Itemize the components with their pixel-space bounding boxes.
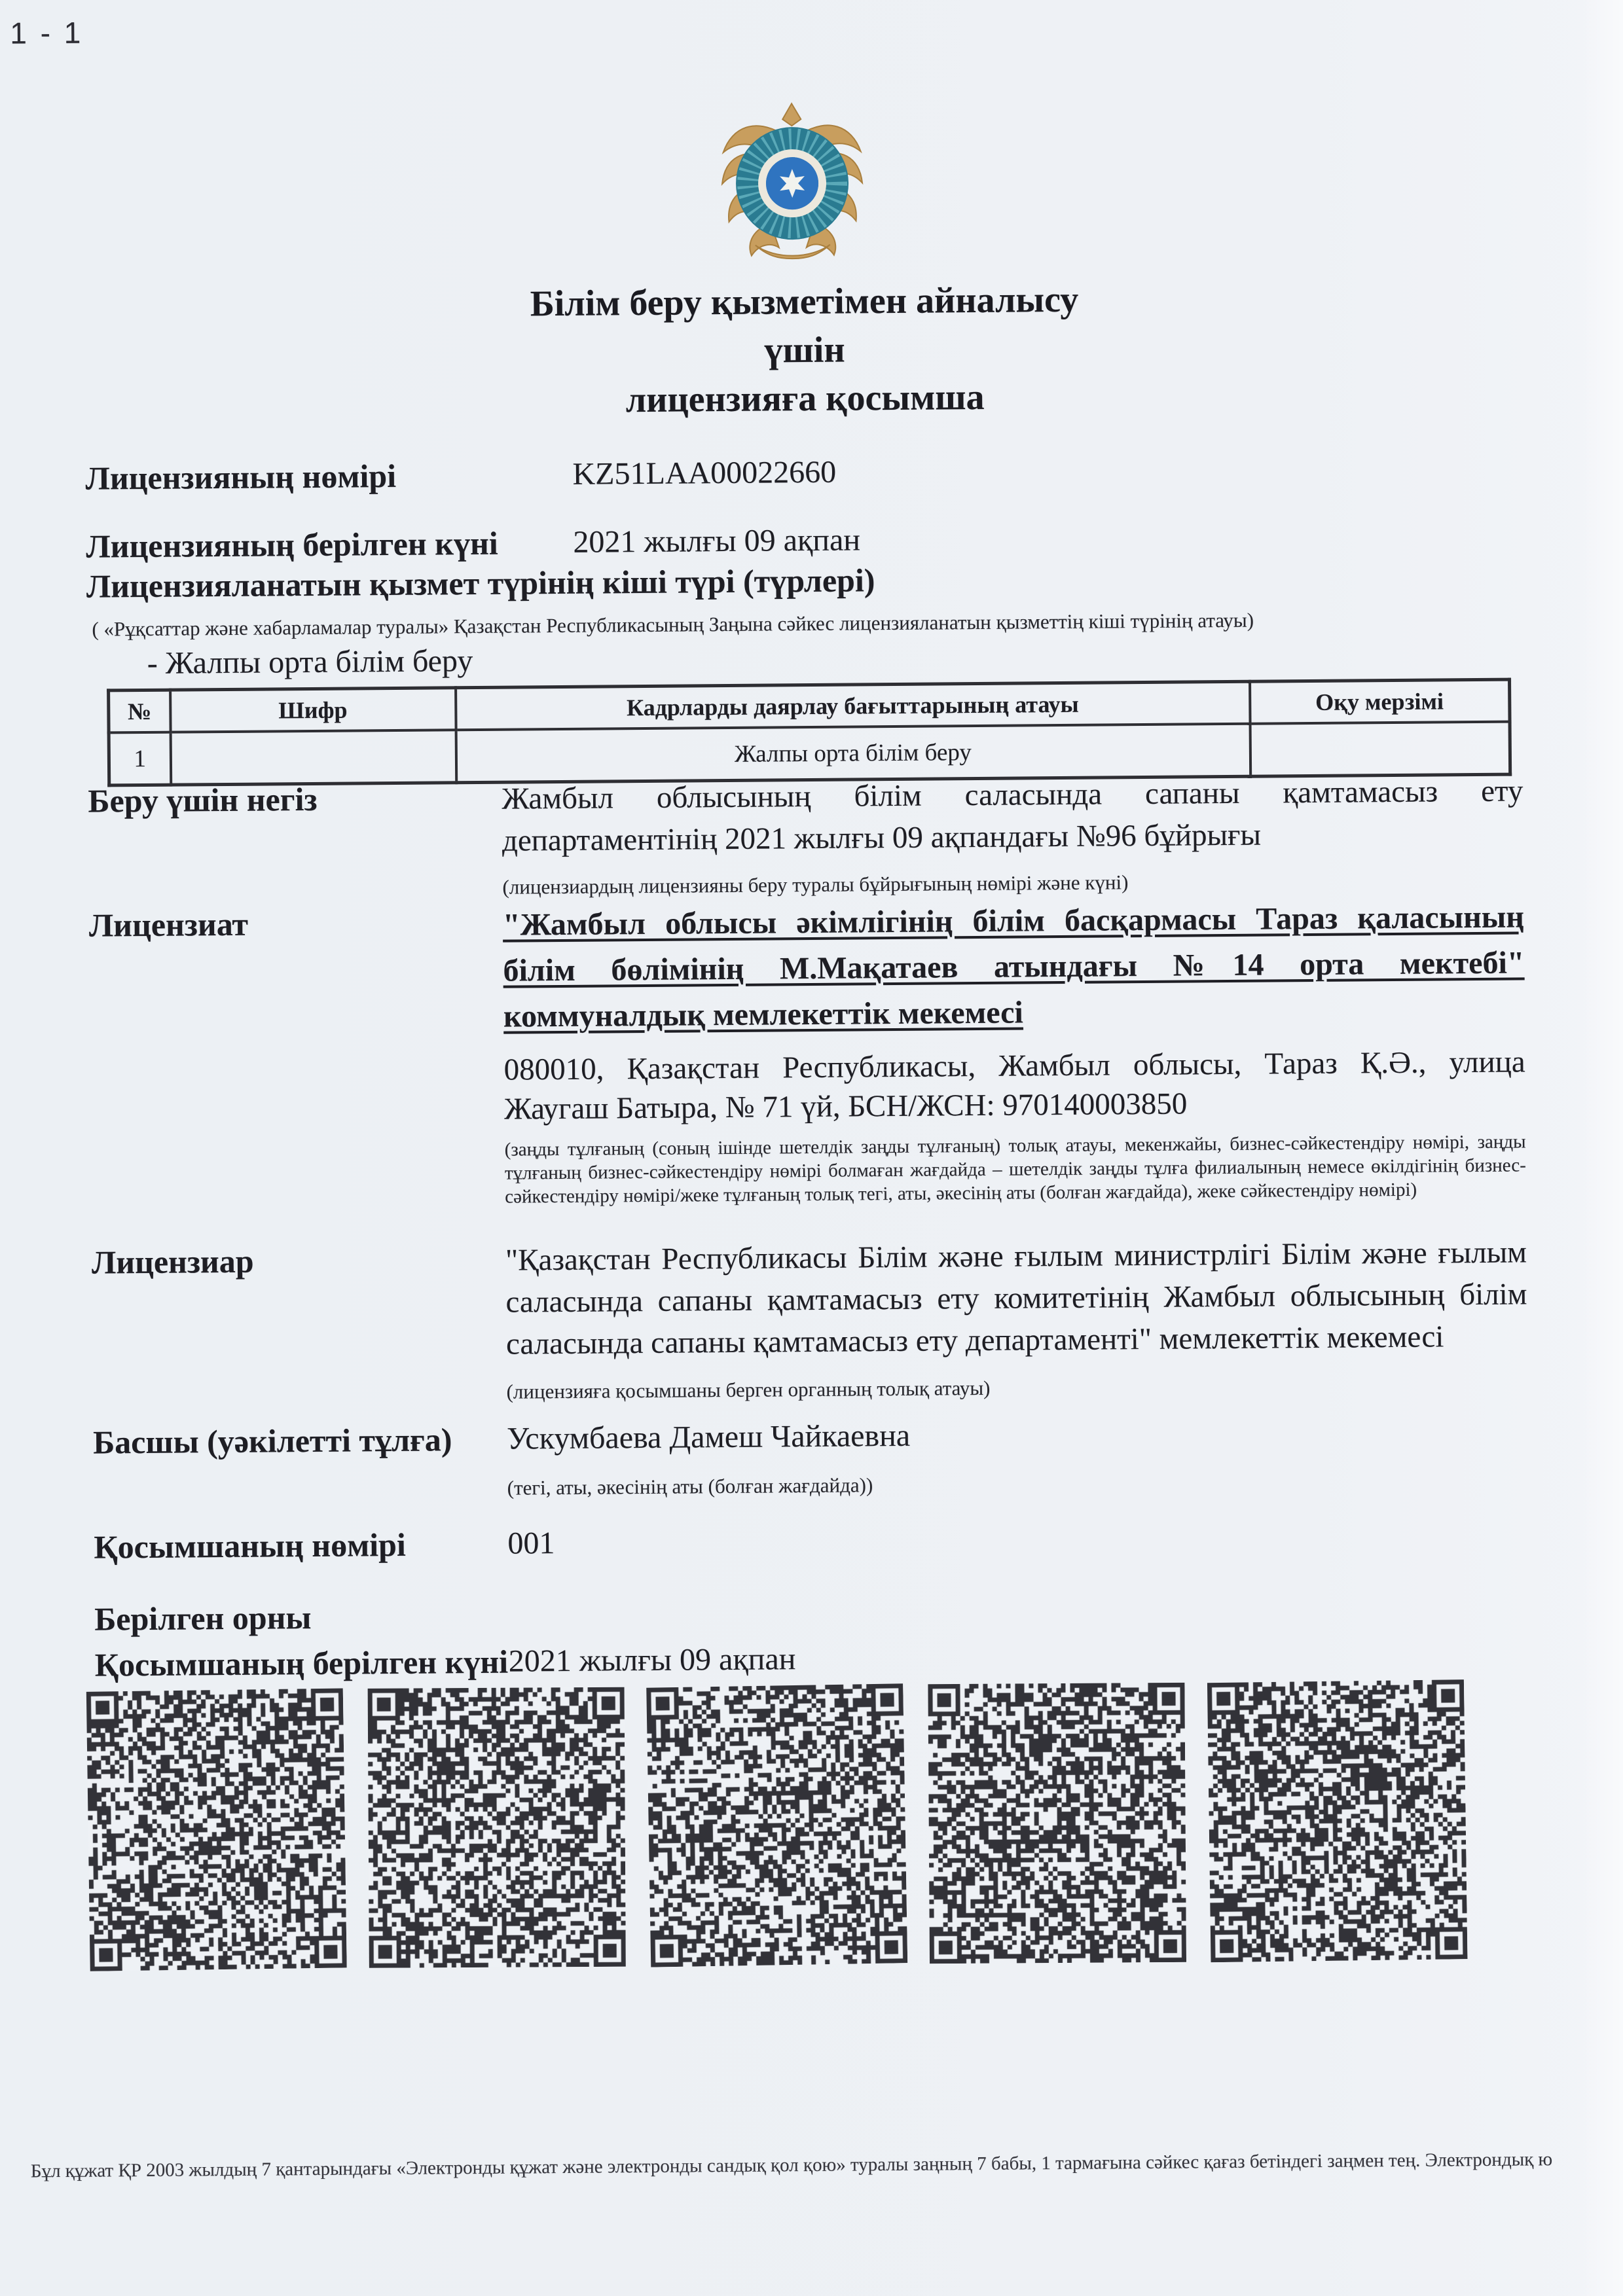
qr-code <box>928 1683 1186 1964</box>
license-number-row <box>85 447 1520 497</box>
appendix-date-label: Қосымшаның берілген күні <box>94 1643 509 1683</box>
licensee-address: 080010, Қазақстан Республикасы, Жамбыл облысы, Тараз Қ.Ә., улица Жаугаш Батыра, № 71 үй, БСН/ЖСН: 970140003850 <box>503 1045 1525 1126</box>
qr-code <box>1207 1679 1468 1962</box>
licensee-label: Лицензиат <box>88 905 249 944</box>
issue-place-row <box>94 1588 1529 1638</box>
appendix-number-label: Қосымшаның нөмірі <box>94 1526 406 1566</box>
kazakhstan-emblem-icon <box>703 91 881 264</box>
licensed-subtype-note: ( «Рұқсаттар және хабарламалар туралы» Қазақстан Республикасының Заңына сәйкес лицензияланатын қызметтің кіші түрінің атауы) <box>92 608 1254 641</box>
licensed-subtype-label: Лицензияланатын қызмет түрінің кіші түрі (түрлері) <box>86 562 875 605</box>
document-title <box>182 273 1427 428</box>
document-title-line-2: үшін <box>764 329 845 371</box>
licensee-note: (заңды тұлғаның (соның ішінде шетелдік заңды тұлғаның) толық атауы, мекенжайы, бизнес-сәйкестендіру нөмірі, заңды тұлғаның бизнес-сәйкестендіру нөмірі болмаған жағдайда – шетелдік заңды тұлға филиалының немесе өкілдігінің бизнес-сәйкестендіру нөмірі/жеке тұлғаның толық тегі, аты, әкесінің аты (болған жағдайда), жеке сәйкестендіру нөмірі) <box>504 1131 1526 1208</box>
appendix-number-row <box>94 1516 1529 1566</box>
training-directions-table <box>107 678 1512 787</box>
licensor-text: "Қазақстан Республикасы Білім және ғылым министрлігі Білім және ғылым саласында сапаны қамтамасыз ету комитетінің Жамбыл облысының білім саласында сапаны қамтамасыз ету департаменті" мемлекеттік мекемесі <box>505 1235 1527 1361</box>
appendix-number-value: 001 <box>507 1526 555 1561</box>
page-corner-mark: 1 - 1 <box>10 15 84 50</box>
table-cell-direction: Жалпы орта білім беру <box>456 724 1250 783</box>
table-cell-num: 1 <box>109 732 171 785</box>
license-number-label: Лицензияның нөмірі <box>85 457 397 497</box>
license-date-row <box>86 515 1521 565</box>
head-row <box>93 1411 1529 1503</box>
document-title-line-3: лицензияға қосымша <box>625 376 985 421</box>
basis-note: (лицензиардың лицензияны беру туралы бұйрығының нөмірі және күні) <box>502 870 1129 899</box>
licensor-row <box>92 1231 1528 1407</box>
licensor-label: Лицензиар <box>91 1242 254 1281</box>
issue-place-label: Берілген орны <box>94 1599 312 1638</box>
license-date-label: Лицензияның берілген күні <box>86 524 498 565</box>
qr-code <box>368 1687 626 1968</box>
table-cell-code <box>170 730 456 785</box>
basis-label: Беру үшін негіз <box>88 780 318 819</box>
head-label: Басшы (уәкілетті тұлға) <box>92 1421 452 1461</box>
qr-code <box>646 1683 907 1967</box>
qr-code-strip <box>87 1680 1503 1971</box>
licensee-row <box>89 894 1527 1211</box>
license-number-value: KZ51LAA00022660 <box>572 454 837 492</box>
issue-place-value <box>508 1588 1529 1635</box>
table-header-num: № <box>109 690 171 732</box>
appendix-date-value: 2021 жылғы 09 ақпан <box>508 1641 796 1679</box>
license-date-value: 2021 жылғы 09 ақпан <box>573 522 861 560</box>
licensee-name: "Жамбыл облысы әкімлігінің білім басқармасы Тараз қаласының білім бөлімінің М.Мақатаев атындағы №14 орта мектебі" коммуналдық мемлекеттік мекемесі <box>502 899 1525 1034</box>
basis-row <box>88 770 1523 902</box>
qr-code <box>86 1688 347 1971</box>
head-name: Ускумбаева Дамеш Чайкаевна <box>506 1418 911 1456</box>
table-cell-term <box>1250 722 1510 777</box>
licensed-subtype-value: - Жалпы орта білім беру <box>147 643 473 681</box>
table-header-code: Шифр <box>170 688 456 732</box>
licensor-note: (лицензияға қосымшаны берген органның толық атауы) <box>506 1376 991 1403</box>
table-header-direction: Кадрларды даярлау бағыттарының атауы <box>456 681 1250 730</box>
document-title-line-1: Білім беру қызметімен айналысу <box>530 279 1079 325</box>
basis-text: Жамбыл облысының білім саласында сапаны қамтамасыз ету департаментінің 2021 жылғы 09 ақпандағы №96 бұйрығы <box>501 774 1523 858</box>
table-header-term: Оқу мерзімі <box>1250 679 1510 724</box>
appendix-date-row <box>95 1634 1530 1684</box>
head-note: (тегі, аты, әкесінің аты (болған жағдайда)) <box>507 1473 873 1499</box>
footer-legal-note: Бұл құжат ҚР 2003 жылдың 7 қантарындағы «Электронды құжат және электронды сандық қол қою» туралы заңның 7 бабы, 1 тармағына сәйкес қағаз бетіндегі заңмен тең. Электрондық ю <box>30 2149 1553 2182</box>
